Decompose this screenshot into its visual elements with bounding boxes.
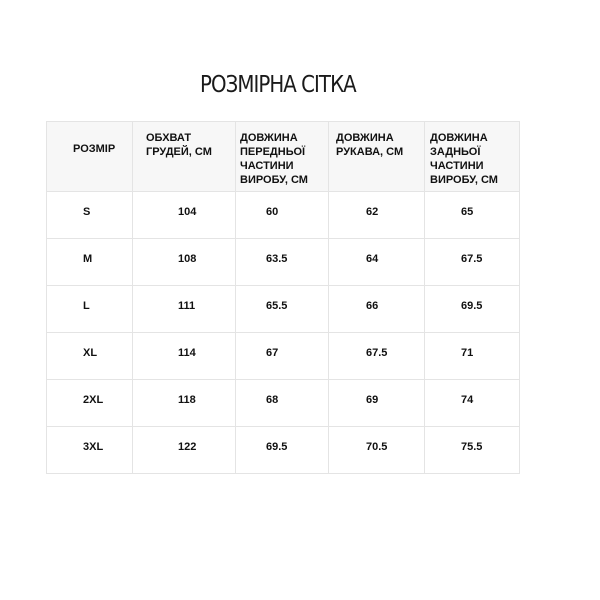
table-row [47, 192, 520, 239]
cell-back-length: 67.5 [425, 239, 520, 286]
cell-sleeve-length: 62 [329, 192, 425, 239]
table-row [47, 333, 520, 380]
cell-chest-girth: 114 [133, 333, 236, 380]
cell-front-length: 68 [236, 380, 329, 427]
cell-back-length: 65 [425, 192, 520, 239]
cell-chest-girth: 111 [133, 286, 236, 333]
cell-sleeve-length: 70.5 [329, 427, 425, 474]
table-row [47, 427, 520, 474]
table-row [47, 239, 520, 286]
header-sleeve-length: ДОВЖИНА РУКАВА, СМ [329, 122, 425, 192]
cell-size: L [47, 286, 133, 333]
table-row [47, 286, 520, 333]
cell-sleeve-length: 67.5 [329, 333, 425, 380]
header-back-length: ДОВЖИНА ЗАДНЬОЇ ЧАСТИНИ ВИРОБУ, СМ [425, 122, 520, 192]
cell-front-length: 60 [236, 192, 329, 239]
cell-size: 3XL [47, 427, 133, 474]
cell-front-length: 67 [236, 333, 329, 380]
cell-chest-girth: 122 [133, 427, 236, 474]
header-front-length: ДОВЖИНА ПЕРЕДНЬОЇ ЧАСТИНИ ВИРОБУ, СМ [236, 122, 329, 192]
cell-back-length: 74 [425, 380, 520, 427]
cell-chest-girth: 118 [133, 380, 236, 427]
cell-sleeve-length: 69 [329, 380, 425, 427]
cell-chest-girth: 104 [133, 192, 236, 239]
header-chest-girth: ОБХВАТ ГРУДЕЙ, СМ [133, 122, 236, 192]
size-chart-header [47, 122, 520, 192]
cell-front-length: 65.5 [236, 286, 329, 333]
cell-chest-girth: 108 [133, 239, 236, 286]
table-row [47, 380, 520, 427]
cell-size: S [47, 192, 133, 239]
cell-size: XL [47, 333, 133, 380]
cell-size: M [47, 239, 133, 286]
size-chart-table [46, 121, 520, 474]
cell-sleeve-length: 66 [329, 286, 425, 333]
header-size: РОЗМІР [47, 122, 133, 192]
page-title: РОЗМІРНА СІТКА [200, 72, 356, 98]
cell-sleeve-length: 64 [329, 239, 425, 286]
cell-back-length: 71 [425, 333, 520, 380]
cell-front-length: 69.5 [236, 427, 329, 474]
cell-front-length: 63.5 [236, 239, 329, 286]
cell-back-length: 69.5 [425, 286, 520, 333]
size-chart-body [47, 192, 520, 474]
header-row [47, 122, 520, 192]
cell-back-length: 75.5 [425, 427, 520, 474]
cell-size: 2XL [47, 380, 133, 427]
